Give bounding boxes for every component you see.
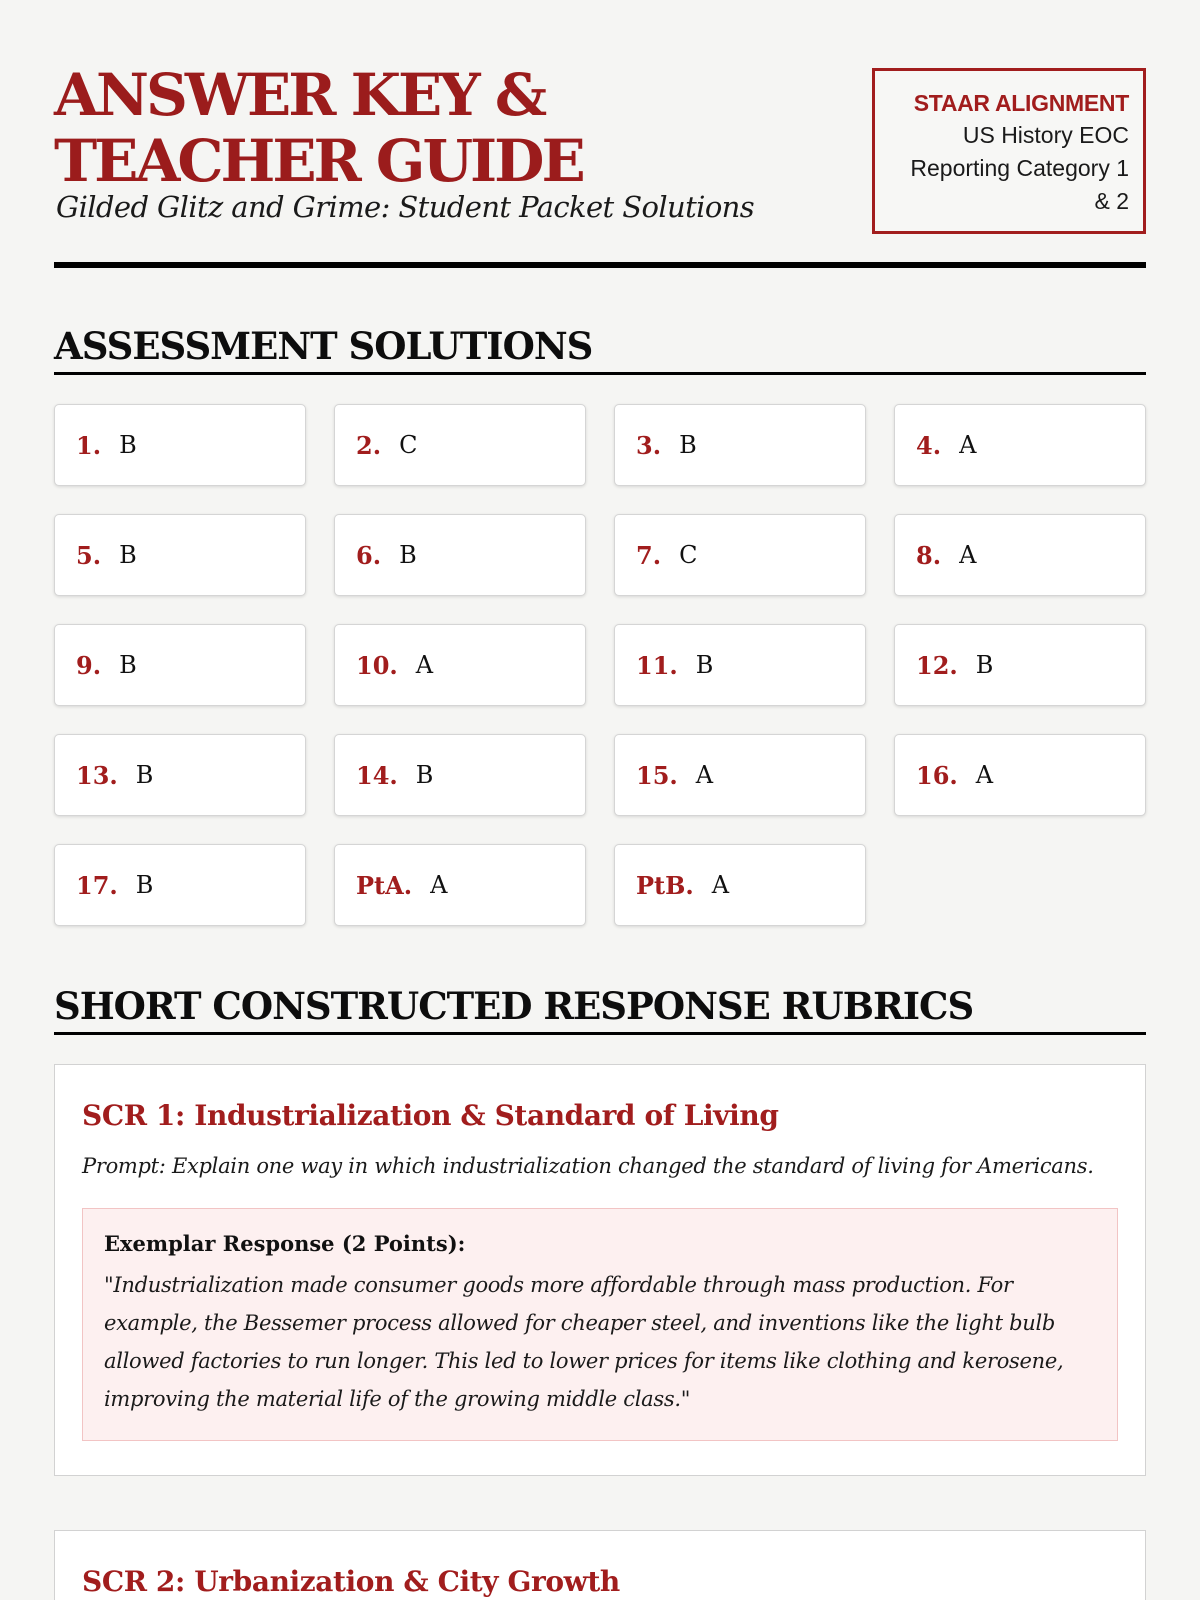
answer-number: 11.	[636, 650, 678, 680]
answer-number: 6.	[356, 540, 382, 570]
page-header	[54, 0, 1146, 268]
answer-card	[614, 734, 866, 816]
rubric-card	[54, 1530, 1146, 1600]
answer-card	[894, 514, 1146, 596]
answer-number: 4.	[916, 430, 942, 460]
answer-card	[334, 624, 586, 706]
answer-value: A	[430, 871, 448, 899]
answer-value: A	[959, 431, 977, 459]
answer-number: 16.	[916, 760, 958, 790]
answer-card	[54, 624, 306, 706]
rubric-card	[54, 1064, 1146, 1476]
answer-value: B	[135, 871, 154, 899]
answer-value: B	[135, 761, 154, 789]
answer-value: B	[119, 541, 137, 569]
staar-line: Reporting Category 1	[910, 155, 1129, 181]
answer-card	[334, 404, 586, 486]
rubrics-heading: SHORT CONSTRUCTED RESPONSE RUBRICS	[54, 984, 1146, 1035]
answer-card	[334, 844, 586, 926]
answer-card	[334, 734, 586, 816]
answer-value: B	[695, 651, 714, 679]
page-subtitle: Gilded Glitz and Grime: Student Packet Solutions	[56, 190, 755, 224]
answer-value: B	[415, 761, 434, 789]
answer-number: 5.	[76, 540, 102, 570]
answer-card	[894, 404, 1146, 486]
answer-card	[54, 404, 306, 486]
exemplar-text: "Industrialization made consumer goods more affordable through mass production. For example, the Bessemer process allowed for cheaper steel, and inventions like the light bulb allowed factories to run longer. This led to lower prices for items like clothing and kerosene, improving the material life of the growing middle class."	[104, 1273, 1064, 1411]
answer-card	[614, 404, 866, 486]
answer-value: B	[975, 651, 994, 679]
answer-value: A	[711, 871, 730, 899]
answer-number: 17.	[76, 870, 118, 900]
rubric-title: SCR 1: Industrialization & Standard of Living	[82, 1099, 779, 1132]
answer-value: B	[679, 431, 697, 459]
answer-number: PtB.	[636, 870, 694, 900]
answer-card	[614, 514, 866, 596]
answer-value: B	[399, 541, 417, 569]
staar-line: US History EOC	[962, 122, 1129, 148]
answer-number: 14.	[356, 760, 398, 790]
exemplar-box	[82, 1208, 1118, 1441]
answer-value: B	[119, 431, 137, 459]
page-title: ANSWER KEY & TEACHER GUIDE	[54, 61, 583, 195]
answer-number: 8.	[916, 540, 942, 570]
answer-number: 10.	[356, 650, 398, 680]
answer-value: A	[695, 761, 714, 789]
answer-number: 15.	[636, 760, 678, 790]
answer-value: A	[975, 761, 994, 789]
answer-value: A	[959, 541, 977, 569]
answer-value: A	[415, 651, 434, 679]
answer-number: 2.	[356, 430, 382, 460]
answer-number: 1.	[76, 430, 102, 460]
staar-alignment-box	[872, 68, 1146, 234]
answer-value: B	[119, 651, 137, 679]
exemplar-label: Exemplar Response (2 Points):	[104, 1231, 466, 1256]
rubric-prompt: Prompt: Explain one way in which industrialization changed the standard of living for Americans.	[82, 1154, 1094, 1178]
answer-card	[614, 844, 866, 926]
answer-number: 13.	[76, 760, 118, 790]
answer-card	[894, 734, 1146, 816]
answer-number: 12.	[916, 650, 958, 680]
staar-line: & 2	[1094, 188, 1129, 214]
rubric-title: SCR 2: Urbanization & City Growth	[82, 1565, 620, 1598]
answer-number: 7.	[636, 540, 662, 570]
answer-card	[54, 514, 306, 596]
answer-value: C	[679, 541, 698, 569]
answer-number: 3.	[636, 430, 662, 460]
staar-label: STAAR ALIGNMENT	[913, 90, 1129, 116]
answer-card	[614, 624, 866, 706]
answer-grid	[54, 404, 1146, 926]
answer-value: C	[399, 431, 418, 459]
answer-card	[54, 844, 306, 926]
answer-card	[54, 734, 306, 816]
answer-number: PtA.	[356, 870, 413, 900]
assessment-heading: ASSESSMENT SOLUTIONS	[54, 324, 1146, 375]
answer-card	[894, 624, 1146, 706]
answer-number: 9.	[76, 650, 102, 680]
answer-card	[334, 514, 586, 596]
